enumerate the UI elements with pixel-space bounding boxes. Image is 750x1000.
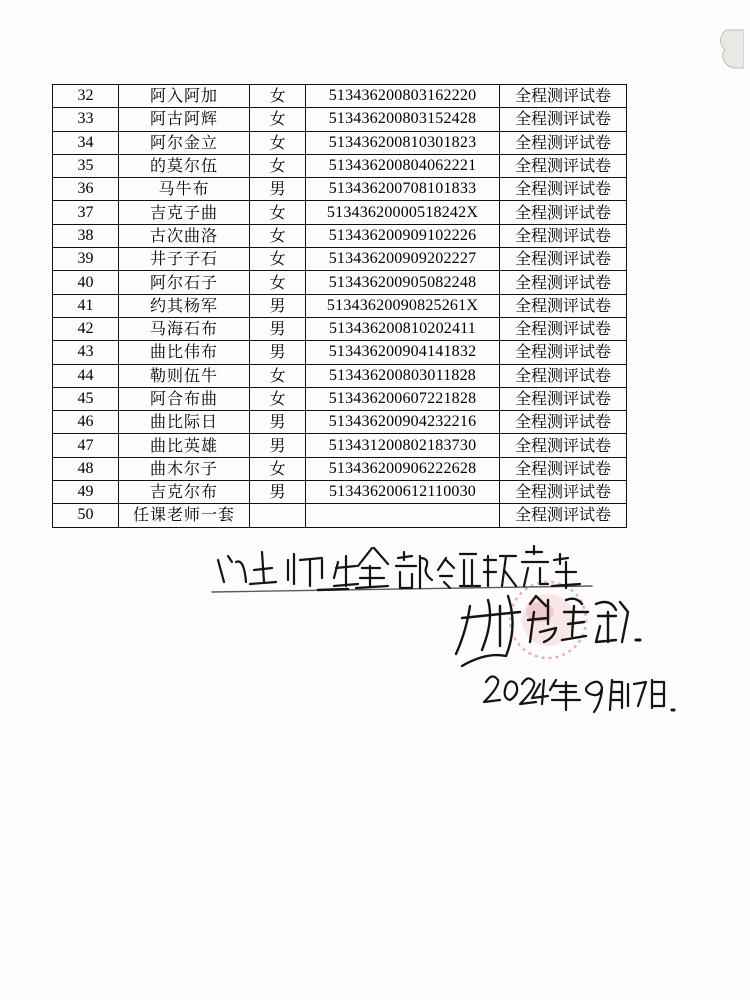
student-id-number: 513436200906222628 xyxy=(306,457,500,480)
student-name: 勒则伍牛 xyxy=(119,364,250,387)
material-note: 全程测评试卷 xyxy=(500,387,627,410)
row-number: 34 xyxy=(53,131,119,154)
student-sex: 男 xyxy=(250,411,306,434)
student-id-number: 513436200708101833 xyxy=(306,178,500,201)
table-row xyxy=(53,434,627,457)
handwritten-receipt-note xyxy=(212,546,592,592)
student-name: 曲木尔子 xyxy=(119,457,250,480)
student-name: 曲比英雄 xyxy=(119,434,250,457)
student-id-number: 513436200909202227 xyxy=(306,248,500,271)
table-row xyxy=(53,317,627,340)
student-sex: 女 xyxy=(250,108,306,131)
student-name: 阿古阿辉 xyxy=(119,108,250,131)
row-number: 33 xyxy=(53,108,119,131)
student-sex xyxy=(250,504,306,527)
row-number: 41 xyxy=(53,294,119,317)
student-sex: 女 xyxy=(250,387,306,410)
student-name: 阿尔石子 xyxy=(119,271,250,294)
material-note: 全程测评试卷 xyxy=(500,504,627,527)
student-id-number: 513436200804062221 xyxy=(306,154,500,177)
table-row xyxy=(53,411,627,434)
material-note: 全程测评试卷 xyxy=(500,108,627,131)
student-name: 吉克尔布 xyxy=(119,481,250,504)
material-note: 全程测评试卷 xyxy=(500,85,627,108)
student-sex: 男 xyxy=(250,341,306,364)
material-note: 全程测评试卷 xyxy=(500,131,627,154)
student-name: 马海石布 xyxy=(119,317,250,340)
student-name: 阿尔金立 xyxy=(119,131,250,154)
student-name: 曲比际日 xyxy=(119,411,250,434)
table-row xyxy=(53,341,627,364)
student-name: 曲比伟布 xyxy=(119,341,250,364)
student-sex: 女 xyxy=(250,131,306,154)
row-number: 42 xyxy=(53,317,119,340)
table-row xyxy=(53,364,627,387)
torn-corner-icon xyxy=(716,28,744,70)
material-note: 全程测评试卷 xyxy=(500,317,627,340)
table-row xyxy=(53,271,627,294)
student-id-number: 513436200905082248 xyxy=(306,271,500,294)
student-id-number: 51343620000518242X xyxy=(306,201,500,224)
student-sex: 女 xyxy=(250,201,306,224)
student-name: 古次曲洛 xyxy=(119,224,250,247)
material-note: 全程测评试卷 xyxy=(500,271,627,294)
table-row xyxy=(53,481,627,504)
student-sex: 女 xyxy=(250,271,306,294)
student-id-number: 513436200904141832 xyxy=(306,341,500,364)
row-number: 45 xyxy=(53,387,119,410)
student-id-number: 51343620090825261X xyxy=(306,294,500,317)
student-name: 任课老师一套 xyxy=(119,504,250,527)
material-note: 全程测评试卷 xyxy=(500,248,627,271)
student-id-number: 513436200810202411 xyxy=(306,317,500,340)
table-row xyxy=(53,224,627,247)
student-sex: 女 xyxy=(250,85,306,108)
student-id-number: 513431200802183730 xyxy=(306,434,500,457)
table-row xyxy=(53,248,627,271)
student-sex: 女 xyxy=(250,457,306,480)
table-row xyxy=(53,504,627,527)
student-name: 马牛布 xyxy=(119,178,250,201)
table-row xyxy=(53,108,627,131)
student-sex: 女 xyxy=(250,154,306,177)
row-number: 32 xyxy=(53,85,119,108)
table-row xyxy=(53,457,627,480)
table-row xyxy=(53,178,627,201)
student-id-number xyxy=(306,504,500,527)
row-number: 46 xyxy=(53,411,119,434)
material-note: 全程测评试卷 xyxy=(500,481,627,504)
student-name: 阿合布曲 xyxy=(119,387,250,410)
table-row xyxy=(53,154,627,177)
material-note: 全程测评试卷 xyxy=(500,457,627,480)
student-roster-table xyxy=(52,84,627,528)
student-id-number: 513436200607221828 xyxy=(306,387,500,410)
student-sex: 男 xyxy=(250,317,306,340)
student-sex: 女 xyxy=(250,224,306,247)
row-number: 38 xyxy=(53,224,119,247)
material-note: 全程测评试卷 xyxy=(500,224,627,247)
student-id-number: 513436200904232216 xyxy=(306,411,500,434)
material-note: 全程测评试卷 xyxy=(500,201,627,224)
student-id-number: 513436200612110030 xyxy=(306,481,500,504)
student-name: 井子子石 xyxy=(119,248,250,271)
row-number: 43 xyxy=(53,341,119,364)
handwritten-signature xyxy=(456,596,640,666)
row-number: 37 xyxy=(53,201,119,224)
red-seal-stamp xyxy=(510,582,586,658)
roster-body xyxy=(53,85,627,528)
table-row xyxy=(53,85,627,108)
row-number: 40 xyxy=(53,271,119,294)
student-sex: 男 xyxy=(250,434,306,457)
student-id-number: 513436200803011828 xyxy=(306,364,500,387)
student-name: 约其杨军 xyxy=(119,294,250,317)
table-row xyxy=(53,387,627,410)
material-note: 全程测评试卷 xyxy=(500,434,627,457)
handwritten-date xyxy=(484,676,674,712)
material-note: 全程测评试卷 xyxy=(500,364,627,387)
table-row xyxy=(53,131,627,154)
student-sex: 女 xyxy=(250,248,306,271)
table-row xyxy=(53,294,627,317)
student-sex: 男 xyxy=(250,178,306,201)
row-number: 36 xyxy=(53,178,119,201)
material-note: 全程测评试卷 xyxy=(500,411,627,434)
row-number: 50 xyxy=(53,504,119,527)
student-sex: 男 xyxy=(250,294,306,317)
student-id-number: 513436200803162220 xyxy=(306,85,500,108)
row-number: 49 xyxy=(53,481,119,504)
row-number: 48 xyxy=(53,457,119,480)
material-note: 全程测评试卷 xyxy=(500,154,627,177)
student-sex: 女 xyxy=(250,364,306,387)
material-note: 全程测评试卷 xyxy=(500,178,627,201)
row-number: 44 xyxy=(53,364,119,387)
student-name: 吉克子曲 xyxy=(119,201,250,224)
student-id-number: 513436200803152428 xyxy=(306,108,500,131)
material-note: 全程测评试卷 xyxy=(500,341,627,364)
student-id-number: 513436200909102226 xyxy=(306,224,500,247)
row-number: 35 xyxy=(53,154,119,177)
row-number: 39 xyxy=(53,248,119,271)
student-sex: 男 xyxy=(250,481,306,504)
student-id-number: 513436200810301823 xyxy=(306,131,500,154)
student-name: 阿入阿加 xyxy=(119,85,250,108)
material-note: 全程测评试卷 xyxy=(500,294,627,317)
table-row xyxy=(53,201,627,224)
student-name: 的莫尔伍 xyxy=(119,154,250,177)
row-number: 47 xyxy=(53,434,119,457)
